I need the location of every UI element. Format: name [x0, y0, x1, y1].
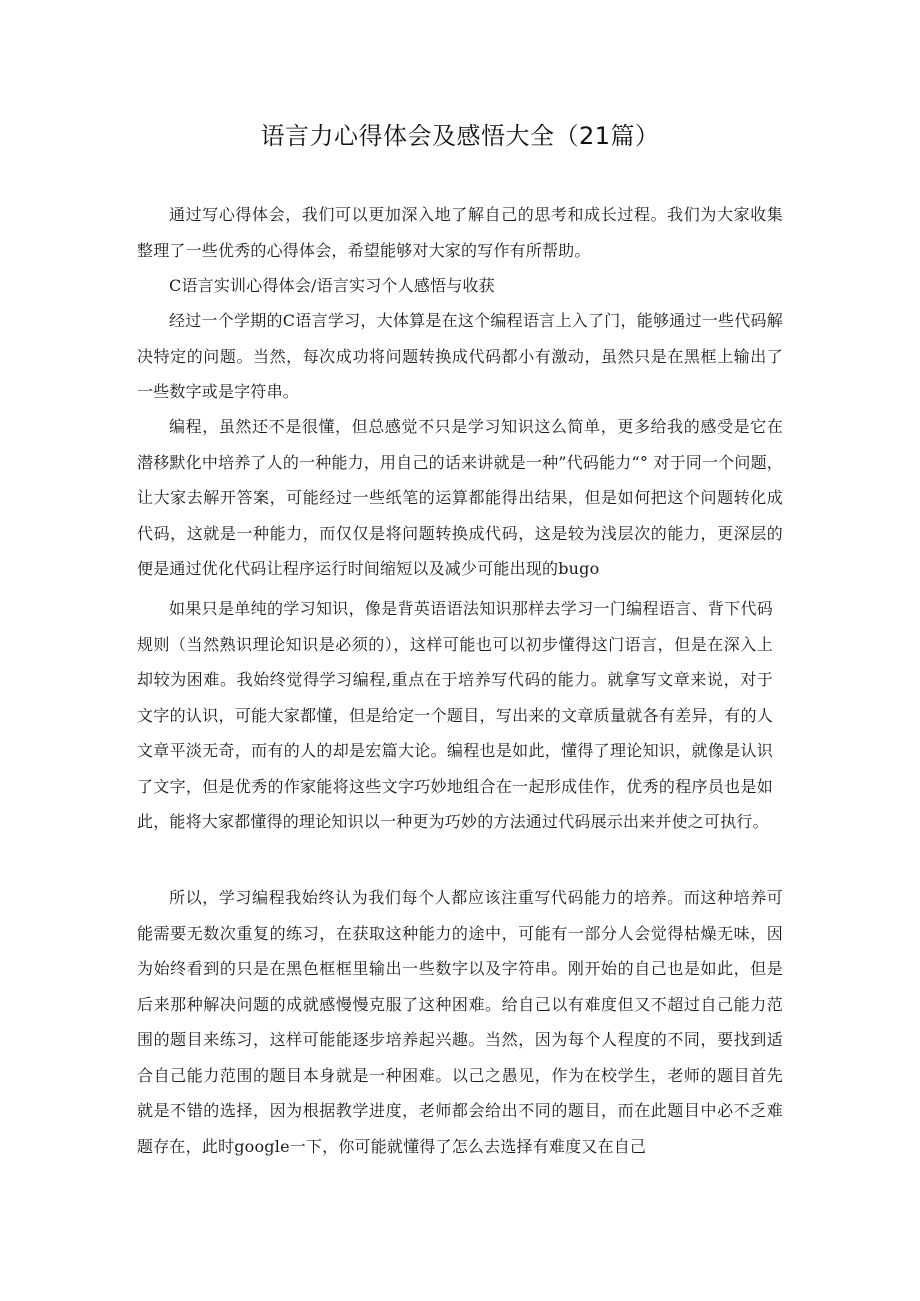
document-title: 语言力心得体会及感悟大全（21篇）	[260, 122, 660, 150]
paragraph-body: 所以，学习编程我始终认为我们每个人都应该注重写代码能力的培养。而这种培养可能需要无数次重复的练习，在获取这种能力的途中，可能有一部分人会觉得枯燥无味，因为始终看到的只是在黑色框框里输出一些数字以及字符串。刚开始的自己也是如此，但是后来那种解决问题的成就感慢慢克服了这种困难。给自己以有难度但又不超过自己能力范围的题目来练习，这样可能能逐步培养起兴趣。当然，因为每个人程度的不同，要找到适合自己能力范围的题目本身就是一种困难。以己之愚见，作为在校学生，老师的题目首先就是不错的选择，因为根据教学进度，老师都会给出不同的题目，而在此题目中必不乏难题存在，此时google一下，你可能就懂得了怎么去选择有难度又在自己	[137, 888, 783, 1156]
paragraph-body: 编程，虽然还不是很懂，但总感觉不只是学习知识这么简单，更多给我的感受是它在潜移默化中培养了人的一种能力，用自己的话来讲就是一种”代码能力“° 对于同一个问题，让大家去解开答案，可能经过一些纸笔的运算都能得出结果，但是如何把这个问题转化成代码，这就是一种能力，而仅仅是将问题转换成代码，这是较为浅层次的能力，更深层的便是通过优化代码让程序运行时间缩短以及减少可能出现的bugo	[137, 417, 783, 578]
paragraph-body: 经过一个学期的C语言学习，大体算是在这个编程语言上入了门，能够通过一些代码解决特定的问题。当然，每次成功将问题转换成代码都小有激动，虽然只是在黑框上输出了一些数字或是字符串。	[137, 311, 783, 401]
paragraph-intro: 通过写心得体会，我们可以更加深入地了解自己的思考和成长过程。我们为大家收集整理了一些优秀的心得体会，希望能够对大家的写作有所帮助。	[137, 205, 783, 260]
paragraph-subheading: C语言实训心得体会/语言实习个人感悟与收获	[169, 276, 495, 295]
paragraph-body: 如果只是单纯的学习知识，像是背英语语法知识那样去学习一门编程语言、背下代码规则（当然熟识理论知识是必须的），这样可能也可以初步懂得这门语言，但是在深入上却较为困难。我始终觉得学习编程,重点在于培养写代码的能力。就拿写文章来说，对于文字的认识，可能大家都懂，但是给定一个题目，写出来的文章质量就各有差异，有的人文章平淡无奇，而有的人的却是宏篇大论。编程也是如此，懂得了理论知识，就像是认识了文字，但是优秀的作家能将这些文字巧妙地组合在一起形成佳作，优秀的程序员也是如此，能将大家都懂得的理论知识以一种更为巧妙的方法通过代码展示出来并使之可执行。	[137, 599, 773, 831]
